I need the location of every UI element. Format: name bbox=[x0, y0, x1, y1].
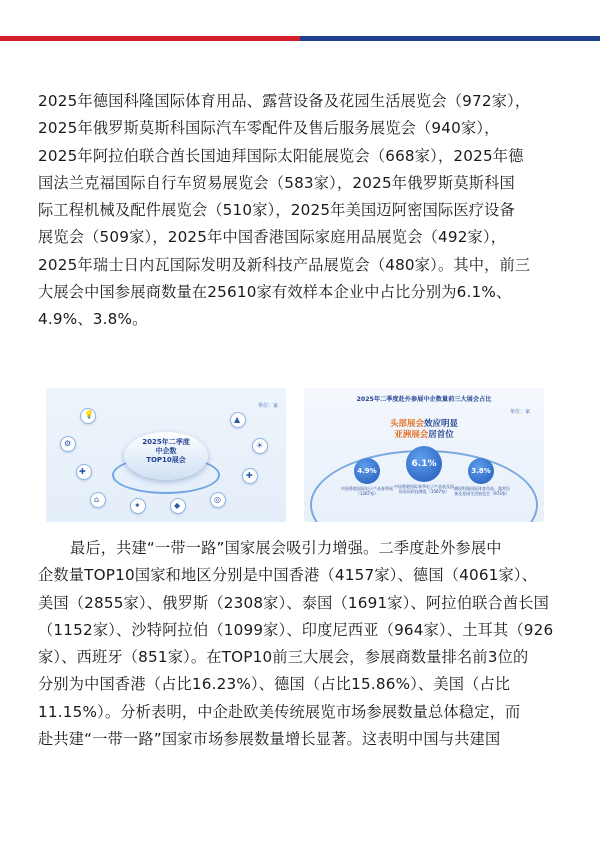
tools-icon: ✦ bbox=[130, 498, 146, 514]
bicycle-icon: ◎ bbox=[210, 492, 226, 508]
paragraph-line: 家）、西班牙（851家）。在TOP10前三大展会，参展商数量排名前3位的 bbox=[38, 648, 529, 667]
headline-1: 头部展会效应明显 bbox=[389, 419, 459, 429]
car-icon: ◆ bbox=[170, 498, 186, 514]
figure-title: 2025年二季度赴外参展中企数量前三大展会占比 bbox=[356, 396, 492, 403]
paragraph-line: 11.15%）。分析表明，中企赴欧美传统展览市场参展数量总体稳定，而 bbox=[38, 702, 521, 721]
bubble-share-right: 3.8% bbox=[468, 458, 494, 484]
paragraph-line: 大展会中国参展商数量在25610家有效样本企业中占比分别为6.1%、 bbox=[38, 283, 512, 302]
paragraph-line: 赴共建“一带一路”国家市场参展数量增长显著。这表明中国与共建国 bbox=[38, 730, 501, 749]
medical-icon: ✚ bbox=[242, 468, 258, 484]
unit-label: 单位：家 bbox=[509, 409, 530, 415]
paragraph-line: 2025年德国科隆国际体育用品、露营设备及花园生活展览会（972家）， bbox=[38, 92, 531, 110]
gamepad-icon: ✚ bbox=[76, 464, 92, 480]
gear-icon: ⚙ bbox=[60, 436, 76, 452]
infographic-top10-exhibitions bbox=[46, 388, 286, 522]
infographic-top3-share bbox=[304, 388, 544, 522]
paragraph-line: 分别为中国香港（占比16.23%）、德国（占比15.86%）、美国（占比 bbox=[38, 675, 511, 694]
paragraph-line: 2025年阿拉伯联合酋长国迪拜国际太阳能展览会（668家），2025年德 bbox=[38, 146, 524, 165]
center-title: 2025年二季度 中企数 TOP10展会 bbox=[142, 438, 190, 464]
paragraph-line: 美国（2855家）、俄罗斯（2308家）、泰国（1691家）、阿拉伯联合酋长国 bbox=[38, 593, 550, 612]
paragraph-line: 展览会（509家），2025年中国香港国际家庭用品展览会（492家）， bbox=[38, 228, 507, 247]
paragraph-line: （1152家）、沙特阿拉伯（1099家）、印度尼西亚（964家）、土耳其（926 bbox=[38, 620, 554, 639]
unit-label: 单位：家 bbox=[257, 403, 278, 409]
header-bar-red bbox=[0, 36, 300, 41]
tent-icon: ▲ bbox=[230, 412, 246, 428]
paragraph-line: 际工程机械及配件展览会（510家），2025年美国迈阿密国际医疗设备 bbox=[38, 201, 515, 220]
paragraph-1 bbox=[38, 88, 568, 334]
bubble-label-right: 德国科隆国际体育用品、露营设备及花园生活展览会（972家） bbox=[454, 486, 510, 496]
paragraph-line: 国法兰克福国际自行车贸易展览会（583家），2025年俄罗斯莫斯科国 bbox=[38, 173, 515, 192]
lightbulb-icon: 💡 bbox=[80, 408, 96, 424]
paragraph-2 bbox=[38, 535, 568, 753]
header-bar-blue bbox=[300, 36, 600, 41]
paragraph-line: 企数量TOP10国家和地区分别是中国香港（4157家）、德国（4061家）、 bbox=[38, 566, 538, 585]
header-color-bar bbox=[0, 36, 600, 41]
bubble-label-left: 中国香港国际电子产品春季展（1267家） bbox=[341, 486, 393, 496]
paragraph-line: 2025年俄罗斯莫斯科国际汽车零配件及售后服务展览会（940家）， bbox=[38, 119, 500, 138]
bubble-label-center: 中国香港国际春季电子产品展及国际资讯科技博览（1567家） bbox=[394, 484, 454, 494]
paragraph-line: 2025年瑞士日内瓦国际发明及新科技产品展览会（480家）。其中，前三 bbox=[38, 255, 531, 274]
solar-icon: ☀ bbox=[252, 438, 268, 454]
bubble-share-center: 6.1% bbox=[406, 446, 442, 482]
headline-2: 亚洲展会居首位 bbox=[394, 430, 454, 440]
paragraph-line: 4.9%、3.8%。 bbox=[38, 310, 148, 329]
paragraph-line: 最后，共建“一带一路”国家展会吸引力增强。二季度赴外参展中 bbox=[70, 539, 502, 557]
bubble-share-left: 4.9% bbox=[354, 458, 380, 484]
house-icon: ⌂ bbox=[90, 492, 106, 508]
